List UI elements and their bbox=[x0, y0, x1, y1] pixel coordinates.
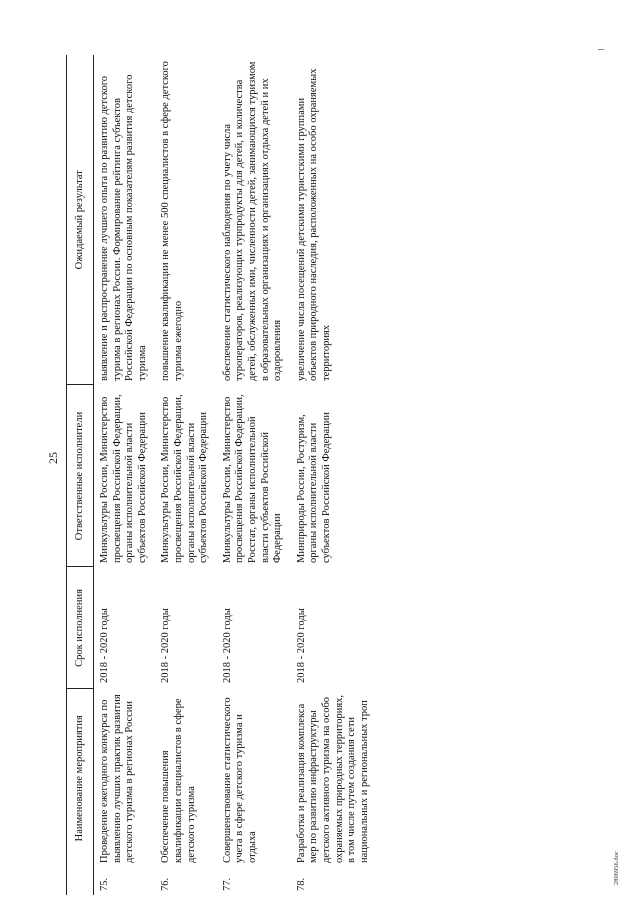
document-code: 2806956.doc bbox=[613, 851, 620, 885]
row-number: 76. bbox=[160, 877, 172, 891]
measures-table bbox=[66, 55, 377, 895]
measure-result: повышение квалификации не менее 500 специалистов в сфере детского туризма ежегодно bbox=[160, 61, 184, 381]
measure-result: выявление и распространение лучшего опыта по развитию детского туризма в регионах России. Формирование рейтинга субъектов Российской Федерации по основным показателям развития детского туризма bbox=[99, 74, 148, 381]
measure-name: Обеспечение повышения квалификации специалистов в сфере детского туризма bbox=[160, 698, 197, 863]
row-number: 75. bbox=[99, 877, 110, 891]
rotated-table-container bbox=[66, 55, 606, 895]
measure-name: Разработка и реализация комплекса мер по развитию инфраструктуры детского активного туризма на особо охраняемых природных территориях, в том числе путем создания сети национальных и региональных троп bbox=[295, 694, 370, 863]
table-row bbox=[94, 55, 156, 895]
page-number: 25 bbox=[46, 452, 60, 464]
measure-result: увеличение числа посещений детскими туристскими группами объектов природного наследия, расположенных на особо охраняемых территориях bbox=[295, 68, 332, 381]
table-row bbox=[217, 55, 291, 895]
table-row bbox=[291, 55, 378, 895]
measure-term: 2018 - 2020 годы bbox=[160, 608, 172, 683]
measure-name: Проведение ежегодного конкурса по выявлению лучших практик развития детского туризма в регионах России bbox=[99, 694, 136, 863]
row-number: 78. bbox=[295, 877, 307, 891]
row-number: 77. bbox=[221, 877, 233, 891]
measure-name: Совершенствование статистического учета в сфере детского туризма и отдыха bbox=[221, 697, 258, 863]
measure-term: 2018 - 2020 годы bbox=[221, 608, 233, 683]
measure-executors: Минкультуры России, Министерство просвещения Российской Федерации, органы исполнительной власти субъектов Российской Федерации bbox=[160, 394, 210, 563]
header-name: Наименование мероприятия bbox=[67, 689, 94, 867]
header-num bbox=[67, 867, 94, 895]
measure-executors: Минкультуры России, Министерство просвещения Российской Федерации, органы исполнительной власти субъектов Российской Федерации bbox=[99, 394, 148, 563]
measure-result: обеспечение статистического наблюдения по учету числа туроператоров, реализующих турпродукты для детей, и количества детей, обслуженных ими, численности детей, занимающихся туризмом в образовательных организациях и организациях отдыха детей и их оздоровления bbox=[221, 61, 284, 381]
header-result: Ожидаемый результат bbox=[67, 55, 94, 385]
header-term: Срок исполнения bbox=[67, 567, 94, 689]
header-executors: Ответственные исполнители bbox=[67, 385, 94, 567]
measure-term: 2018 - 2020 годы bbox=[295, 608, 307, 683]
measure-term: 2018 - 2020 годы bbox=[99, 608, 110, 683]
table-row bbox=[155, 55, 216, 895]
margin-tick-mark bbox=[598, 49, 604, 50]
measure-executors: Минприроды России, Ростуризм, органы исполнительной власти субъектов Российской Федерации bbox=[295, 411, 332, 563]
table-header-row bbox=[67, 55, 94, 895]
measure-executors: Минкультуры России, Министерство просвещения Российской Федерации, Росстат, органы исполнительной власти субъектов Российской Федерации bbox=[221, 394, 284, 563]
